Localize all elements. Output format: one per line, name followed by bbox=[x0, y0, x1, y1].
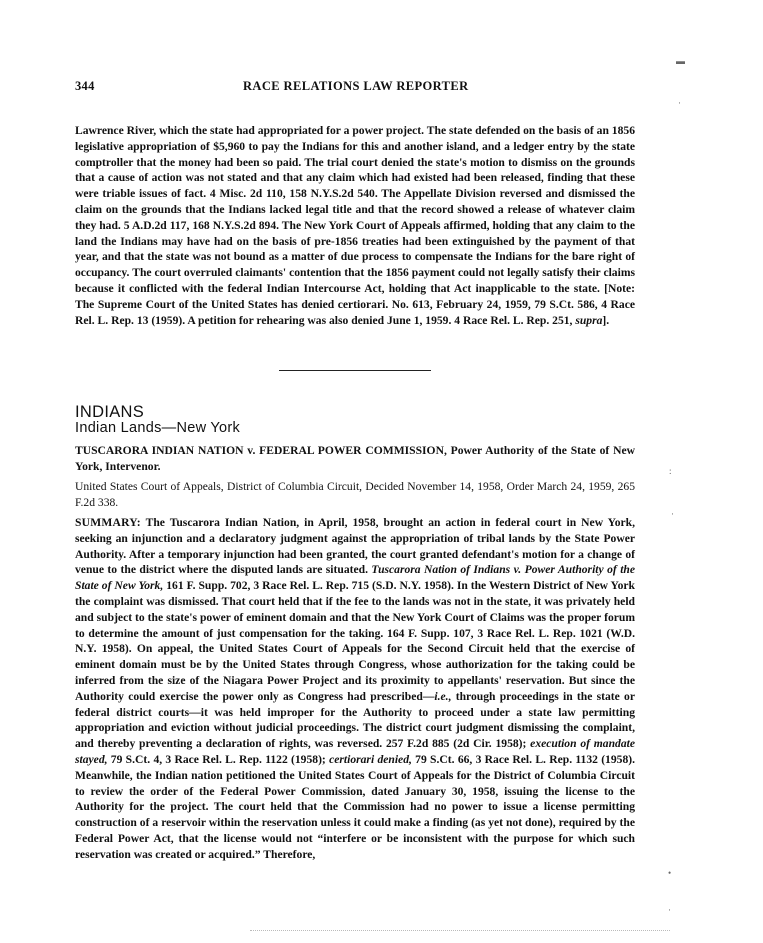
page-number: 344 bbox=[75, 79, 95, 93]
summary-text-4: 79 S.Ct. 4, 3 Race Rel. L. Rep. 1122 (1958); bbox=[107, 752, 330, 766]
summary-exec-stayed: execution of mandate stayed, bbox=[75, 737, 635, 766]
court-citation: United States Court of Appeals, District of Columbia Circuit, Decided November 14, 1958, Order March 24, 1959, 265 F.2d 338. bbox=[75, 480, 635, 509]
summary-text-1: The Tuscarora Indian Nation, in April, 1958, brought an action in federal court in New York, seeking an injunction and a declaratory judgment against the appropriation of tribal lands by the State Power Authority. After a temporary injunction had been granted, the court granted defendant's motion for a change of venue to the district where the disputed lands are situated. bbox=[75, 516, 635, 577]
summary-case-name: Tuscarora Nation of Indians v. Power Authority of the State of New York, bbox=[75, 563, 636, 593]
section-divider bbox=[279, 370, 431, 371]
scan-speck: : bbox=[669, 466, 672, 476]
summary-text-5: 79 S.Ct. 66, 3 Race Rel. L. Rep. 1132 (1958). Meanwhile, the Indian nation petitioned the United States Court of Appeals for the District of Columbia Circuit to review the order of the Federal Power Commission, dated January 30, 1958, issuing the license to the Authority for the project. The court held that the Commission had no power to issue a license permitting construction of a reservoir within the reservation unless it could make a finding (as yet not done), required by the Federal Power Act, that the license would not “interfere or be inconsistent with the purpose for which such reservation was created or acquired.” Therefore, bbox=[75, 752, 636, 861]
summary-text-2: 161 F. Supp. 702, 3 Race Rel. L. Rep. 715 (S.D. N.Y. 1958). In the Western District of New York the complaint was dismissed. That court held that if the fee to the lands was not in the state, it was privately held and subject to the state's power of eminent domain and that the New York Court of Claims was the proper forum to determine the amount of just compensation for the taking. 164 F. Supp. 107, 3 Race Rel. L. Rep. 1021 (W.D. N.Y. 1958). On appeal, the United States Court of Appeals for the Second Circuit held that the exercise of eminent domain must be by the United States through Congress, whose authorization for the taking could be inferred from the size of the Niagara Power Project and its proximity to appellants' reservation. But since the Authority could exercise the power only as Congress had prescribed— bbox=[75, 579, 635, 703]
supra-citation: supra bbox=[575, 313, 603, 327]
scan-speck: ▬ bbox=[676, 56, 685, 66]
scan-speck: · bbox=[678, 98, 681, 108]
subsection-heading: Indian Lands—New York bbox=[75, 420, 241, 436]
summary-ie: i.e., bbox=[434, 689, 452, 703]
summary-text-3: through proceedings in the state or federal district courts—it was held improper for the Authority to proceed under a state law permitting appropriation and eviction without judicial proceedings. The district court judgment dismissing the complaint, and thereby preventing a declaration of rights, was reversed. 257 F.2d 885 (2d Cir. 1958); bbox=[75, 689, 635, 751]
continuation-end: ]. bbox=[602, 313, 610, 327]
scan-speck: · bbox=[671, 509, 674, 519]
scan-speck: · bbox=[668, 905, 671, 915]
scan-speck: • bbox=[668, 868, 672, 878]
summary-paragraph bbox=[75, 515, 635, 863]
continuation-text: Lawrence River, which the state had appropriated for a power project. The state defended on the basis of an 1856 legislative appropriation of $5,960 to pay the Indians for this and another island, and a ledger entry by the state comptroller that the money had been so paid. The trial court denied the state's motion to dismiss on the grounds that a cause of action was not stated and that any claim which had existed had been released, finding that these were triable issues of fact. 4 Misc. 2d 110, 158 N.Y.S.2d 540. The Appellate Division reversed and dismissed the claim on the grounds that the Indians lacked legal title and that the record showed a release of whatever claim they had. 5 A.D.2d 117, 168 N.Y.S.2d 894. The New York Court of Appeals affirmed, holding that any claim to the land the Indians may have had on the basis of pre-1856 treaties had been extinguished by the payment of that year, and that the state was not bound as a matter of due process to compensate the Indians for the bare right of occupancy. The court overruled claimants' contention that the 1856 payment could not legally satisfy their claims because it conflicted with the federal Indian Intercourse Act, holding that Act inapplicable to the state. [Note: The Supreme Court of the United States has denied certiorari. No. 613, February 24, 1959, 79 S.Ct. 586, 4 Race Rel. L. Rep. 13 (1959). A petition for rehearing was also denied June 1, 1959. 4 Race Rel. L. Rep. 251, bbox=[75, 124, 635, 327]
section-heading: INDIANS bbox=[75, 403, 145, 421]
running-header: RACE RELATIONS LAW REPORTER bbox=[243, 79, 469, 93]
summary-cert-denied: certiorari denied, bbox=[329, 752, 412, 766]
case-caption: TUSCARORA INDIAN NATION v. FEDERAL POWER COMMISSION, Power Authority of the State of New York, Intervenor. bbox=[75, 444, 635, 473]
summary-label: SUMMARY: bbox=[75, 516, 141, 529]
continuation-paragraph bbox=[75, 123, 635, 328]
scan-footer-dots bbox=[250, 930, 670, 931]
